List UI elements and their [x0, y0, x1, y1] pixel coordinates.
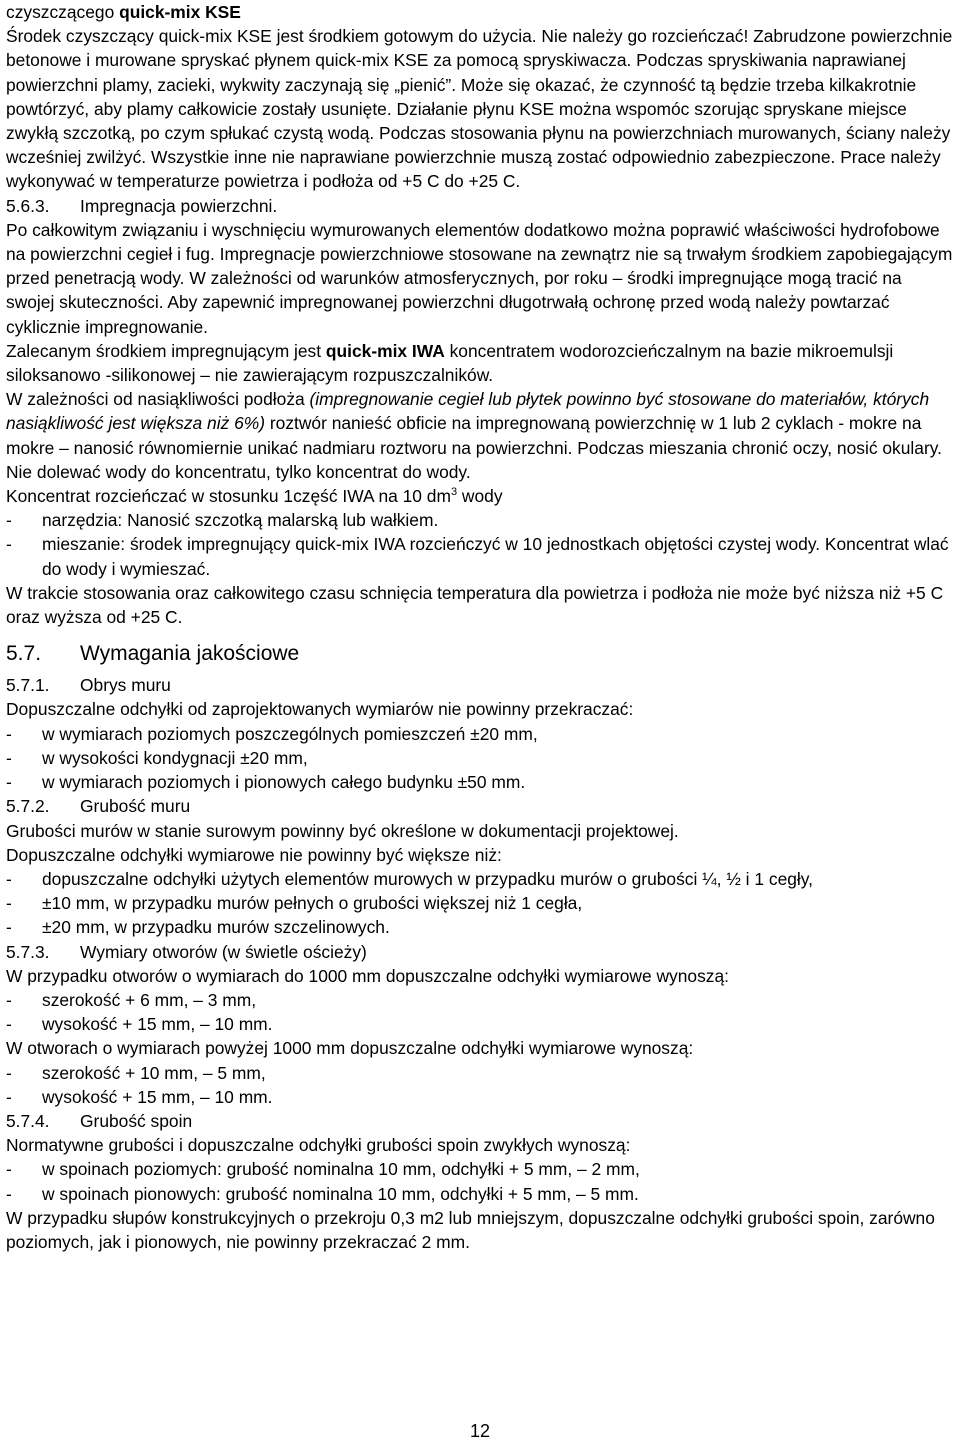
paragraph [4, 484, 956, 508]
list-dash: - [6, 510, 12, 531]
section-5-7-4-heading [4, 1109, 956, 1133]
list-item [4, 746, 956, 770]
list-dash: - [6, 747, 12, 768]
list-item-text: w wymiarach poziomych i pionowych całego budynku ±50 mm. [42, 772, 526, 793]
paragraph-text: W zależności od nasiąkliwości podłoża [6, 389, 310, 410]
list-item [4, 1182, 956, 1206]
section-title: Impregnacja powierzchni. [80, 195, 278, 216]
paragraph: Normatywne grubości i dopuszczalne odchyłki grubości spoin zwykłych wynoszą: [6, 1135, 631, 1156]
paragraph-text: koncentratem wodorozcieńczalnym na bazie mikroemulsji siloksanowo -silikonowej – nie zawierającym rozpuszczalników. [6, 340, 894, 386]
kse-paragraph: Środek czyszczący quick-mix KSE jest środkiem gotowym do użycia. Nie należy go rozcieńczać! Zabrudzone powierzchnie betonowe i murowane spryskać płynem quick-mix KSE za pomocą spryskiwacza. Podczas spryskiwania naprawianej powierzchni plamy, zacieki, wykwity zaczynają się „pienić”. Może się okazać, że czynność tą będzie trzeba kilkakrotnie powtórzyć, aby plamy całkowicie zostały usunięte. Działanie płynu KSE można wspomóc szorując spryskane miejsce zwykłą szczotką, po czym spłukać czystą wodą. Podczas stosowania płynu na powierzchniach murowanych, ściany należy wcześniej zwilżyć. Wszystkie inne nie naprawiane powierzchnie muszą zostać odpowiednio zabezpieczone. Prace należy wykonywać w temperaturze powietrza i podłoża od +5 C do +25 C. [6, 26, 953, 192]
list-item [4, 1012, 956, 1036]
paragraph-text: Koncentrat rozcieńczać w stosunku 1część IWA na 10 dm [6, 486, 451, 507]
list-dash: - [6, 1062, 12, 1083]
section-5-7-4 [0, 1109, 960, 1254]
top-section [0, 0, 960, 194]
list-item [4, 508, 956, 532]
list-item-text: szerokość + 6 mm, – 3 mm, [42, 989, 257, 1010]
section-number: 5.7.1. [6, 675, 50, 696]
list-item [4, 770, 956, 794]
section-5-6-3-heading [4, 194, 956, 218]
list-item-text: wysokość + 15 mm, – 10 mm. [42, 1014, 273, 1035]
section-title: Wymagania jakościowe [80, 642, 300, 666]
intro-product-name: quick-mix KSE [119, 2, 241, 22]
list-dash: - [6, 1014, 12, 1035]
list-dash: - [6, 772, 12, 793]
list-item-text: w wysokości kondygnacji ±20 mm, [42, 747, 308, 768]
list-item [4, 1061, 956, 1085]
paragraph-text: roztwór nanieść obficie na impregnowaną powierzchnię w 1 lub 2 cyklach - mokre na mokre – nanosić równomiernie unikać nadmiaru roztworu na powierzchni. Podczas mieszania chronić oczy, nosić okulary. Nie dolewać wody do koncentratu, tylko koncentrat do wody. [6, 413, 942, 482]
section-number: 5.6.3. [6, 195, 50, 216]
paragraph: W przypadku otworów o wymiarach do 1000 mm dopuszczalne odchyłki wymiarowe wynoszą: [6, 965, 729, 986]
section-title: Grubość muru [80, 796, 191, 817]
list-dash: - [6, 534, 12, 555]
list-item-text: w spoinach pionowych: grubość nominalna 10 mm, odchyłki + 5 mm, – 5 mm. [42, 1183, 639, 1204]
section-5-7-3 [0, 940, 960, 1109]
section-number: 5.7.2. [6, 796, 50, 817]
list-item-text: narzędzia: Nanosić szczotką malarską lub wałkiem. [42, 510, 439, 531]
list-item-text: wysokość + 15 mm, – 10 mm. [42, 1086, 273, 1107]
list-item-text: w spoinach poziomych: grubość nominalna 10 mm, odchyłki + 5 mm, – 2 mm, [42, 1159, 640, 1180]
list-item-text: w wymiarach poziomych poszczególnych pomieszczeń ±20 mm, [42, 723, 538, 744]
list-item [4, 867, 956, 891]
paragraph-text: wody [457, 486, 503, 507]
section-5-7-1-heading [4, 673, 956, 697]
list-item [4, 988, 956, 1012]
list-item-text: dopuszczalne odchyłki użytych elementów murowych w przypadku murów o grubości ¼, ½ i 1 cegły, [42, 868, 814, 889]
list-dash: - [6, 868, 12, 889]
page-number: 12 [469, 1421, 491, 1441]
list-item-text: szerokość + 10 mm, – 5 mm, [42, 1062, 266, 1083]
paragraph-text: Zalecanym środkiem impregnującym jest [6, 340, 326, 361]
list-item-text: ±10 mm, w przypadku murów pełnych o grubości większej niż 1 cegła, [42, 893, 583, 914]
list-item-text: mieszanie: środek impregnujący quick-mix IWA rozcieńczyć w 10 jednostkach objętości czystej wody. Koncentrat wlać do wody i wymieszać. [42, 534, 949, 579]
superscript: 3 [450, 486, 458, 499]
paragraph: W otworach o wymiarach powyżej 1000 mm dopuszczalne odchyłki wymiarowe wynoszą: [6, 1038, 694, 1059]
intro-line [4, 0, 956, 24]
section-5-6-3 [0, 194, 960, 630]
product-name: quick-mix IWA [325, 340, 445, 361]
list-item [4, 722, 956, 746]
list-dash: - [6, 1183, 12, 1204]
paragraph: Dopuszczalne odchyłki wymiarowe nie powinny być większe niż: [6, 844, 502, 865]
paragraph: W przypadku słupów konstrukcyjnych o przekroju 0,3 m2 lub mniejszym, dopuszczalne odchyłki grubości spoin, zarówno poziomych, jak i pionowych, nie powinny przekraczać 2 mm. [6, 1207, 935, 1252]
list-item [4, 532, 956, 580]
list-dash: - [6, 893, 12, 914]
list-dash: - [6, 723, 12, 744]
list-dash: - [6, 989, 12, 1010]
section-5-7-2 [0, 794, 960, 939]
italic-note: (impregnowanie cegieł lub płytek powinno być stosowane do materiałów, których nasiąkliwość jest większa niż 6%) [6, 389, 930, 434]
intro-line-text: czyszczącego [6, 2, 120, 22]
section-5-7-heading [4, 639, 956, 669]
list-dash: - [6, 1159, 12, 1180]
paragraph: W trakcie stosowania oraz całkowitego czasu schnięcia temperatura dla powietrza i podłoża nie może być niższa niż +5 C oraz wyższa od +25 C. [6, 582, 944, 628]
list-item-text: ±20 mm, w przypadku murów szczelinowych. [42, 917, 390, 938]
list-item [4, 1157, 956, 1181]
list-item [4, 915, 956, 939]
section-number: 5.7. [6, 642, 42, 666]
section-5-7-1 [0, 673, 960, 794]
section-number: 5.7.4. [6, 1110, 50, 1131]
section-5-7 [0, 639, 960, 669]
section-title: Grubość spoin [80, 1110, 193, 1131]
section-5-7-3-heading [4, 940, 956, 964]
paragraph: Dopuszczalne odchyłki od zaprojektowanych wymiarów nie powinny przekraczać: [6, 699, 634, 720]
paragraph: Grubości murów w stanie surowym powinny być określone w dokumentacji projektowej. [6, 820, 679, 841]
paragraph [4, 387, 956, 484]
list-item [4, 891, 956, 915]
paragraph [4, 339, 956, 387]
list-item [4, 1085, 956, 1109]
section-title: Obrys muru [80, 675, 171, 696]
section-5-7-2-heading [4, 794, 956, 818]
section-title: Wymiary otworów (w świetle ościeży) [80, 941, 367, 962]
list-dash: - [6, 1086, 12, 1107]
section-number: 5.7.3. [6, 941, 50, 962]
paragraph: Po całkowitym związaniu i wyschnięciu wymurowanych elementów dodatkowo można poprawić właściwości hydrofobowe na powierzchni cegieł i fug. Impregnacje powierzchniowe stosowane na zewnątrz nie są trwałym środkiem zapobiegającym przed penetracją wody. W zależności od warunków atmosferycznych, por roku – środki impregnujące mogą tracić na swojej skuteczności. Aby zapewnić impregnowanej powierzchni długotrwałą ochronę przed wodą należy powtarzać cyklicznie impregnowanie. [6, 219, 953, 337]
list-dash: - [6, 917, 12, 938]
